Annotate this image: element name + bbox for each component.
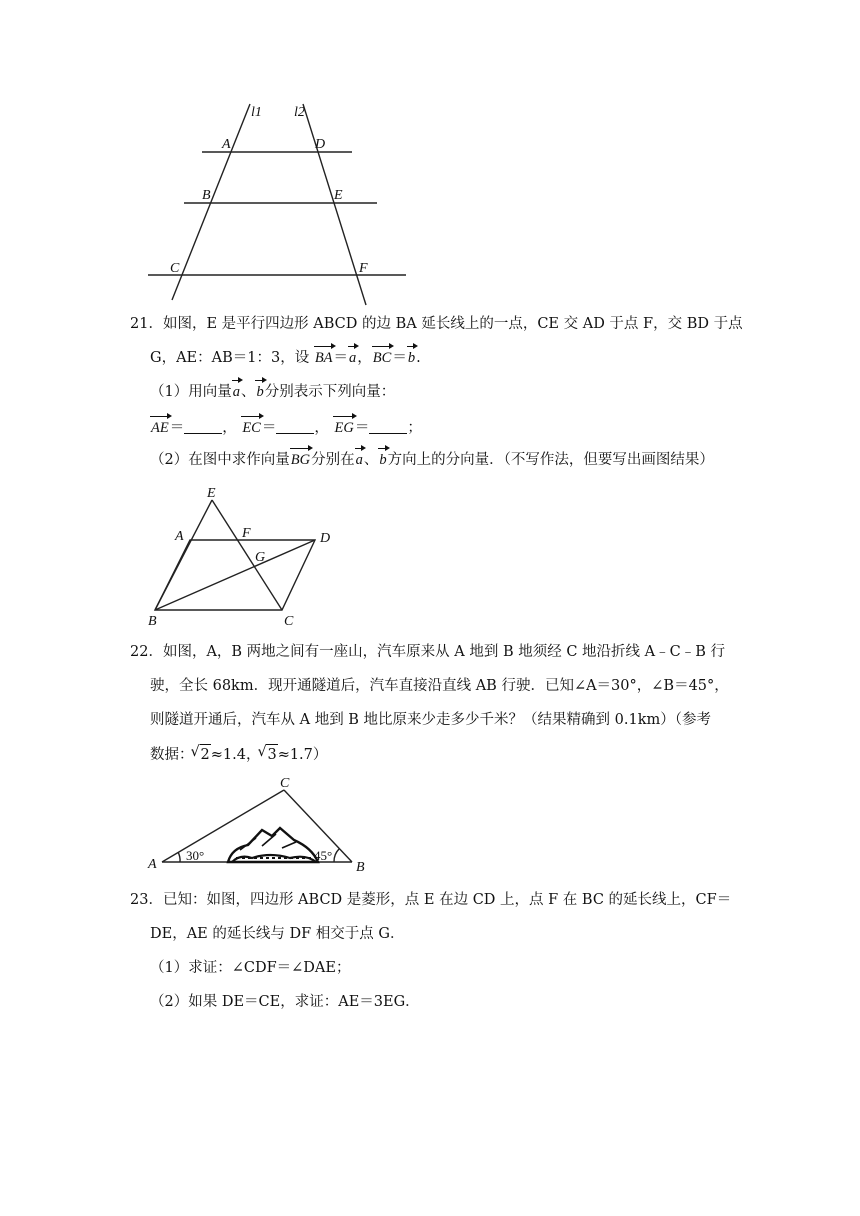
sep: 、 [240, 384, 256, 400]
part2-text-b: 分别在 [311, 452, 355, 468]
angle-arc-a [178, 852, 180, 862]
answer-blank-ae[interactable] [184, 419, 222, 434]
transversal-l1 [172, 104, 250, 300]
label-F: F [242, 526, 251, 541]
eq: ＝ [354, 420, 370, 436]
q21-line2 [150, 348, 421, 368]
q22-line1: 22．如图，A，B 两地之间有一座山，汽车原来从 A 地到 B 地须经 C 地沿折线 A﹣C﹣B 行 [130, 644, 725, 660]
label-C: C [170, 261, 180, 276]
semi: ； [407, 420, 422, 436]
sqrt-3: √ 3 [266, 744, 277, 765]
vector-bg: BG [290, 452, 311, 468]
vector-ba: BA [314, 350, 333, 366]
angle-a-label: 30° [186, 848, 205, 863]
label-A: A [175, 529, 184, 544]
part2-text: （2）在图中求作向量 [150, 452, 290, 468]
label-A: A [222, 137, 231, 152]
angle-arc-b [334, 849, 339, 862]
part1-text: （1）用向量 [150, 384, 232, 400]
q21-answers [150, 418, 422, 438]
label-B: B [356, 860, 365, 875]
eq: ＝ [169, 420, 185, 436]
period: . [416, 350, 421, 366]
label-B: B [148, 614, 157, 629]
vector-ae: AE [151, 420, 169, 436]
label-l2: l2 [294, 105, 305, 120]
sep: 、 [363, 452, 379, 468]
vector-b: b [407, 350, 416, 366]
eq-sign: ＝ [392, 350, 407, 366]
q23-line2: DE，AE 的延长线与 DF 相交于点 G． [150, 926, 405, 942]
label-D: D [320, 531, 331, 546]
label-l1: l1 [251, 105, 262, 120]
q21-part2 [150, 450, 714, 470]
angle-b-label: 45° [314, 848, 333, 863]
figure-parallel-lines [148, 104, 406, 305]
label-E: E [207, 486, 216, 501]
sep: ， [314, 420, 329, 436]
label-C: C [280, 776, 290, 791]
sep: ， [222, 420, 237, 436]
q21-given: G，AE：AB＝1：3，设 [150, 350, 310, 366]
part1-end: 分别表示下列向量： [264, 384, 396, 400]
q21-line1: 21．如图，E 是平行四边形 ABCD 的边 BA 延长线上的一点，CE 交 AD 于点 F，交 BD 于点 [130, 316, 743, 332]
figure-parallelogram [148, 486, 330, 629]
q23-line1: 23．已知：如图，四边形 ABCD 是菱形，点 E 在边 CD 上，点 F 在 BC 的延长线上，CF＝ [130, 892, 732, 908]
approx-1: ≈1.4， [210, 747, 261, 763]
q22-line4 [150, 744, 327, 765]
label-E: E [334, 188, 343, 203]
sqrt-2: √ 2 [200, 744, 211, 765]
q23-part2: （2）如果 DE＝CE，求证：AE＝3EG． [150, 994, 420, 1010]
eq-sign: ＝ [333, 350, 349, 366]
part2-text-c: 方向上的分向量．（不写作法，但要写出画图结果） [387, 452, 714, 468]
vector-ec: EC [242, 420, 261, 436]
segment-ec [212, 500, 282, 610]
segment-be [155, 500, 212, 610]
mountain-icon [228, 828, 318, 862]
figure-mountain-triangle [147, 776, 365, 875]
vector-a: a [232, 384, 240, 400]
vector-b: b [256, 384, 264, 400]
label-C: C [284, 614, 294, 629]
label-F: F [359, 261, 368, 276]
q22-line3: 则隧道开通后，汽车从 A 地到 B 地比原来少走多少千米？（结果精确到 0.1km）（参考 [150, 712, 712, 728]
vector-a: a [349, 350, 357, 366]
segment-bd [155, 540, 315, 610]
answer-blank-ec[interactable] [276, 419, 314, 434]
vector-bc: BC [372, 350, 392, 366]
answer-blank-eg[interactable] [369, 419, 407, 434]
q21-part1 [150, 382, 395, 402]
vector-b: b [379, 452, 387, 468]
label-G: G [255, 550, 266, 565]
q22-line2: 驶，全长 68km．现开通隧道后，汽车直接沿直线 AB 行驶．已知∠A＝30°，∠B＝45°， [150, 678, 729, 694]
vector-a: a [355, 452, 363, 468]
q23-part1: （1）求证：∠CDF＝∠DAE； [150, 960, 351, 976]
comma: ， [357, 350, 372, 366]
approx-2: ≈1.7） [277, 747, 328, 763]
label-D: D [315, 137, 326, 152]
vector-eg: EG [334, 420, 354, 436]
label-A: A [148, 857, 157, 872]
label-B: B [202, 188, 211, 203]
ref-data-label: 数据： [150, 747, 194, 763]
eq: ＝ [261, 420, 277, 436]
